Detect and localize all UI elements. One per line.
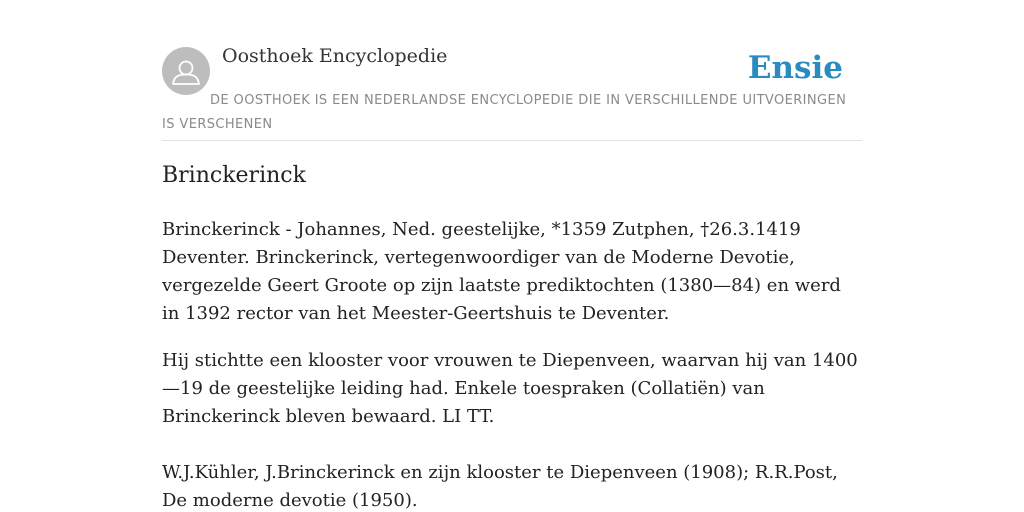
author-avatar[interactable]: [162, 47, 210, 95]
header: [162, 0, 862, 141]
author-tagline: DE OOSTHOEK IS EEN NEDERLANDSE ENCYCLOPEDIE DIE IN VERSCHILLENDE UITVOERINGEN IS VERSCHENEN: [162, 93, 847, 132]
ensie-logo[interactable]: Ensie: [747, 50, 843, 86]
author-name[interactable]: Oosthoek Encyclopedie: [222, 45, 448, 67]
article-title: Brinckerinck: [162, 163, 306, 188]
article-paragraph: Hij stichtte een klooster voor vrouwen te Diepenveen, waarvan hij van 1400—19 de geestelijke leiding had. Enkele toespraken (Collatiën) van Brinckerinck bleven bewaard. LI TT.: [162, 350, 858, 427]
article-paragraph: Brinckerinck - Johannes, Ned. geestelijke, *1359 Zutphen, †26.3.1419 Deventer. Brinckerinck, vertegenwoordiger van de Moderne Devotie, vergezelde Geert Groote op zijn laatste prediktochten (1380—84) en werd in 1392 rector van het Meester-Geertshuis te Deventer.: [162, 219, 841, 324]
user-silhouette-icon: [162, 47, 210, 95]
article-references: W.J.Kühler, J.Brinckerinck en zijn klooster te Diepenveen (1908); R.R.Post, De moderne devotie (1950).: [162, 462, 838, 511]
